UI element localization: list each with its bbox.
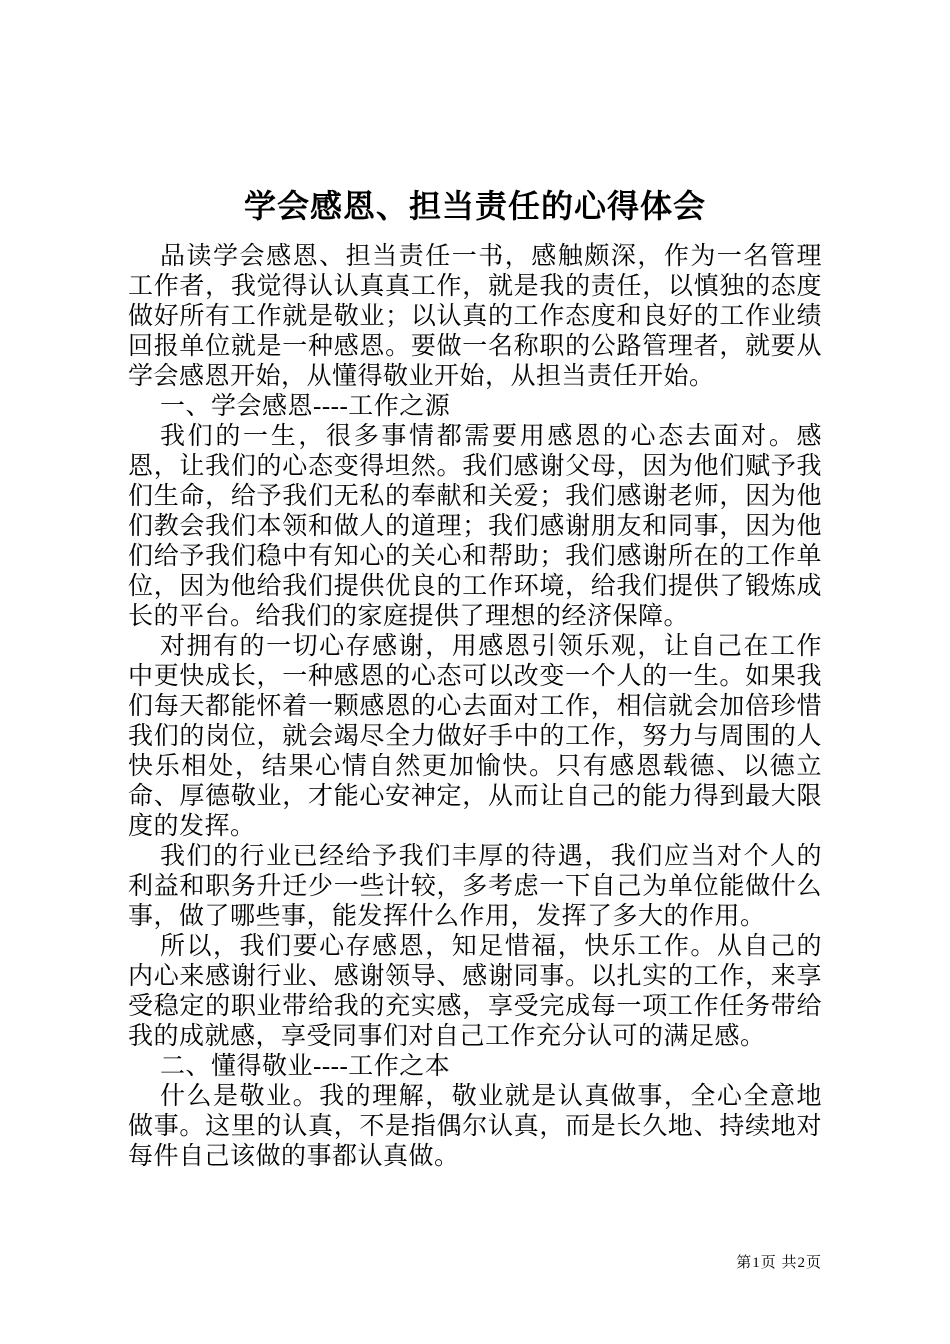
paragraph: 我们的一生，很多事情都需要用感恩的心态去面对。感恩，让我们的心态变得坦然。我们感谢父母，因为他们赋予我们生命，给予我们无私的奉献和关爱；我们感谢老师，因为他们教会我们本领和做人的道理；我们感谢朋友和同事，因为他们给予我们稳中有知心的关心和帮助；我们感谢所在的工作单位，因为他给我们提供优良的工作环境，给我们提供了锻炼成长的平台。给我们的家庭提供了理想的经济保障。 (128, 423, 822, 630)
section-heading-1: 一、学会感恩----工作之源 (160, 393, 451, 420)
paragraph: 什么是敬业。我的理解，敬业就是认真做事，全心全意地做事。这里的认真，不是指偶尔认真，而是长久地、持续地对每件自己该做的事都认真做。 (128, 1083, 822, 1170)
page-number-indicator: 第1页 共2页 (736, 1255, 822, 1271)
paragraph: 我们的行业已经给予我们丰厚的待遇，我们应当对个人的利益和职务升迁少一些计较，多考虑一下自己为单位能做什么事，做了哪些事，能发挥什么作用，发挥了多大的作用。 (128, 843, 822, 930)
document-body (128, 242, 822, 1172)
paragraph-intro: 品读学会感恩、担当责任一书，感触颇深，作为一名管理工作者，我觉得认认真真工作，就是我的责任，以慎独的态度做好所有工作就是敬业；以认真的工作态度和良好的工作业绩回报单位就是一种感恩。要做一名称职的公路管理者，就要从学会感恩开始，从懂得敬业开始，从担当责任开始。 (128, 243, 822, 390)
paragraph: 对拥有的一切心存感谢，用感恩引领乐观，让自己在工作中更快成长，一种感恩的心态可以改变一个人的一生。如果我们每天都能怀着一颗感恩的心去面对工作，相信就会加倍珍惜我们的岗位，就会竭尽全力做好手中的工作，努力与周围的人快乐相处，结果心情自然更加愉快。只有感恩载德、以德立命、厚德敬业，才能心安神定，从而让自己的能力得到最大限度的发挥。 (128, 633, 822, 840)
section-heading-2: 二、懂得敬业----工作之本 (160, 1053, 451, 1080)
document-title: 学会感恩、担当责任的心得体会 (243, 188, 706, 224)
paragraph: 所以，我们要心存感恩，知足惜福，快乐工作。从自己的内心来感谢行业、感谢领导、感谢同事。以扎实的工作，来享受稳定的职业带给我的充实感，享受完成每一项工作任务带给我的成就感，享受同事们对自己工作充分认可的满足感。 (128, 933, 822, 1050)
